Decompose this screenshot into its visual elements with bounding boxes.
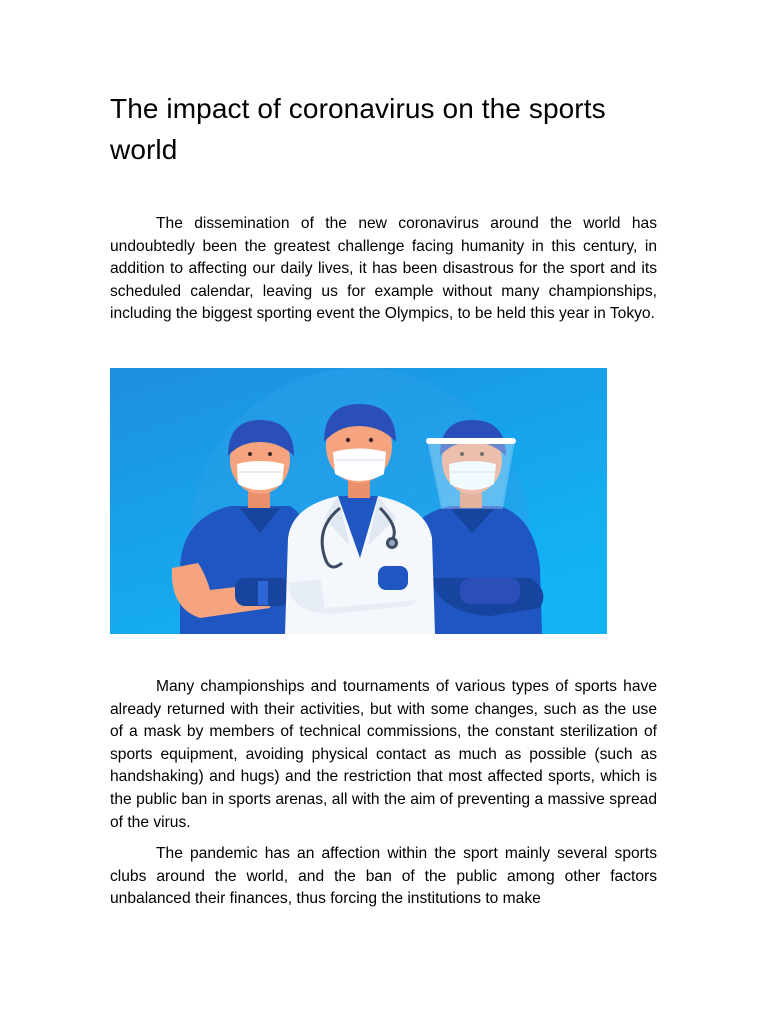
paragraph-3: The pandemic has an affection within the sport mainly several sports clubs around the world, and the ban of the public among other factors unbalanced their finances, thus forcing the institutions to make [110, 845, 657, 908]
health-workers-illustration [110, 368, 607, 634]
paragraph-2: Many championships and tournaments of various types of sports have already returned with their activities, but with some changes, such as the use of a mask by members of technical commissions, the constant sterilization of sports equipment, avoiding physical contact as much as possible (such as handshaking) and hugs) and the restriction that most affected sports, which is the public ban in sports arenas, all with the aim of preventing a massive spread of the virus. [110, 677, 657, 831]
paragraph-1: The dissemination of the new coronavirus around the world has undoubtedly been the greatest challenge facing humanity in this century, in addition to affecting our daily lives, it has been disastrous for the sport and its scheduled calendar, leaving us for example without many championships, including the biggest sporting event the Olympics, to be held this year in Tokyo. [110, 215, 657, 323]
document-page [110, 88, 657, 911]
document-title: The impact of coronavirus on the sports world [110, 93, 606, 165]
